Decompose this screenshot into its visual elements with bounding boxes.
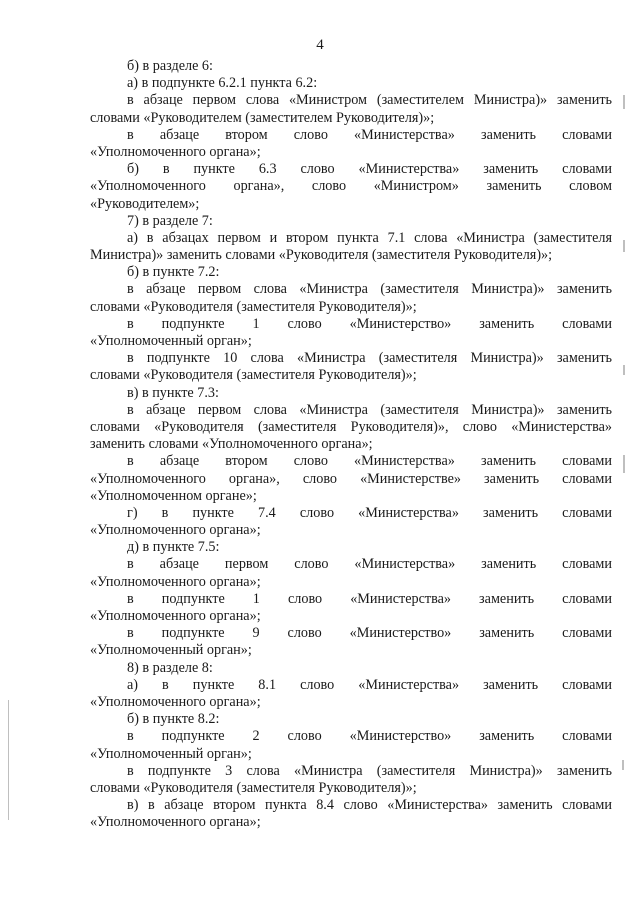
text-line: 7) в разделе 7: [127,212,213,229]
text-line: в подпункте 9 слово «Министерство» заменить словами [127,625,612,642]
text-line: словами «Руководителя (заместителя Руководителя)»; [90,779,417,796]
scan-mark [8,700,9,820]
text-line: в подпункте 2 слово «Министерство» заменить словами [127,728,612,745]
text-line: «Уполномоченного органа», слово «Министерстве» заменить словами [90,470,612,487]
text-line: «Уполномоченного органа»; [90,522,261,539]
text-line: в подпункте 10 слова «Министра (заместителя Министра)» заменить [127,350,612,367]
text-line: в абзаце первом слова «Министра (заместителя Министра)» заменить [127,401,612,418]
scan-mark [623,95,625,109]
text-line: г) в пункте 7.4 слово «Министерства» заменить словами [127,504,612,521]
text-line: в подпункте 1 слово «Министерство» заменить словами [127,315,612,332]
text-line: б) в пункте 6.3 слово «Министерства» заменить словами [127,161,612,178]
text-line: словами «Руководителя (заместителя Руководителя)», слово «Министерства» [90,418,612,435]
scan-mark [622,760,624,770]
text-line: «Уполномоченного органа»; [90,573,261,590]
text-line: в абзаце первом слова «Министром (заместителем Министра)» заменить [127,92,612,109]
text-line: «Руководителем»; [90,195,200,212]
text-line: словами «Руководителя (заместителя Руководителя)»; [90,367,417,384]
text-line: в подпункте 3 слова «Министра (заместителя Министра)» заменить [127,762,612,779]
scan-mark [623,240,625,252]
text-line: в подпункте 1 слово «Министерства» заменить словами [127,590,612,607]
text-line: «Уполномоченный орган»; [90,333,252,349]
text-line: а) в пункте 8.1 слово «Министерства» заменить словами [127,676,612,693]
text-line: в абзаце втором слово «Министерства» заменить словами [127,453,612,470]
scan-mark [623,455,625,473]
page-number: 4 [316,37,324,53]
text-line: а) в абзацах первом и втором пункта 7.1 слова «Министра (заместителя [127,229,612,246]
text-line: в абзаце первом слово «Министерства» заменить словами [127,556,612,573]
text-line: 8) в разделе 8: [127,659,213,676]
text-line: д) в пункте 7.5: [127,539,220,556]
text-line: словами «Руководителя (заместителя Руководителя)»; [90,298,417,315]
text-line: словами «Руководителем (заместителем Руководителя)»; [90,109,435,126]
text-line: б) в пункте 7.2: [127,264,220,281]
text-line: в) в пункте 7.3: [127,384,219,401]
scan-mark [623,365,625,375]
text-line: заменить словами «Уполномоченного органа»; [90,436,373,453]
text-line: «Уполномоченного органа»; [90,814,261,831]
text-line: «Уполномоченного органа», слово «Министром» заменить словом [90,178,612,195]
text-line: «Уполномоченном органе»; [90,487,257,504]
text-line: в абзаце втором слово «Министерства» заменить словами [127,126,612,143]
text-line: а) в подпункте 6.2.1 пункта 6.2: [127,75,318,92]
text-line: «Уполномоченного органа»; [90,143,261,160]
text-line: «Уполномоченного органа»; [90,608,261,624]
text-line: «Уполномоченный орган»; [90,642,252,659]
text-line: «Уполномоченного органа»; [90,693,261,710]
text-line: Министра)» заменить словами «Руководителя (заместителя Руководителя)»; [90,247,553,264]
text-line: б) в разделе 6: [127,58,213,74]
text-line: в) в абзаце втором пункта 8.4 слово «Министерства» заменить словами [127,797,612,814]
document-body [90,58,612,831]
text-line: в абзаце первом слова «Министра (заместителя Министра)» заменить [127,281,612,298]
text-line: б) в пункте 8.2: [127,711,220,728]
text-line: «Уполномоченный орган»; [90,745,252,762]
